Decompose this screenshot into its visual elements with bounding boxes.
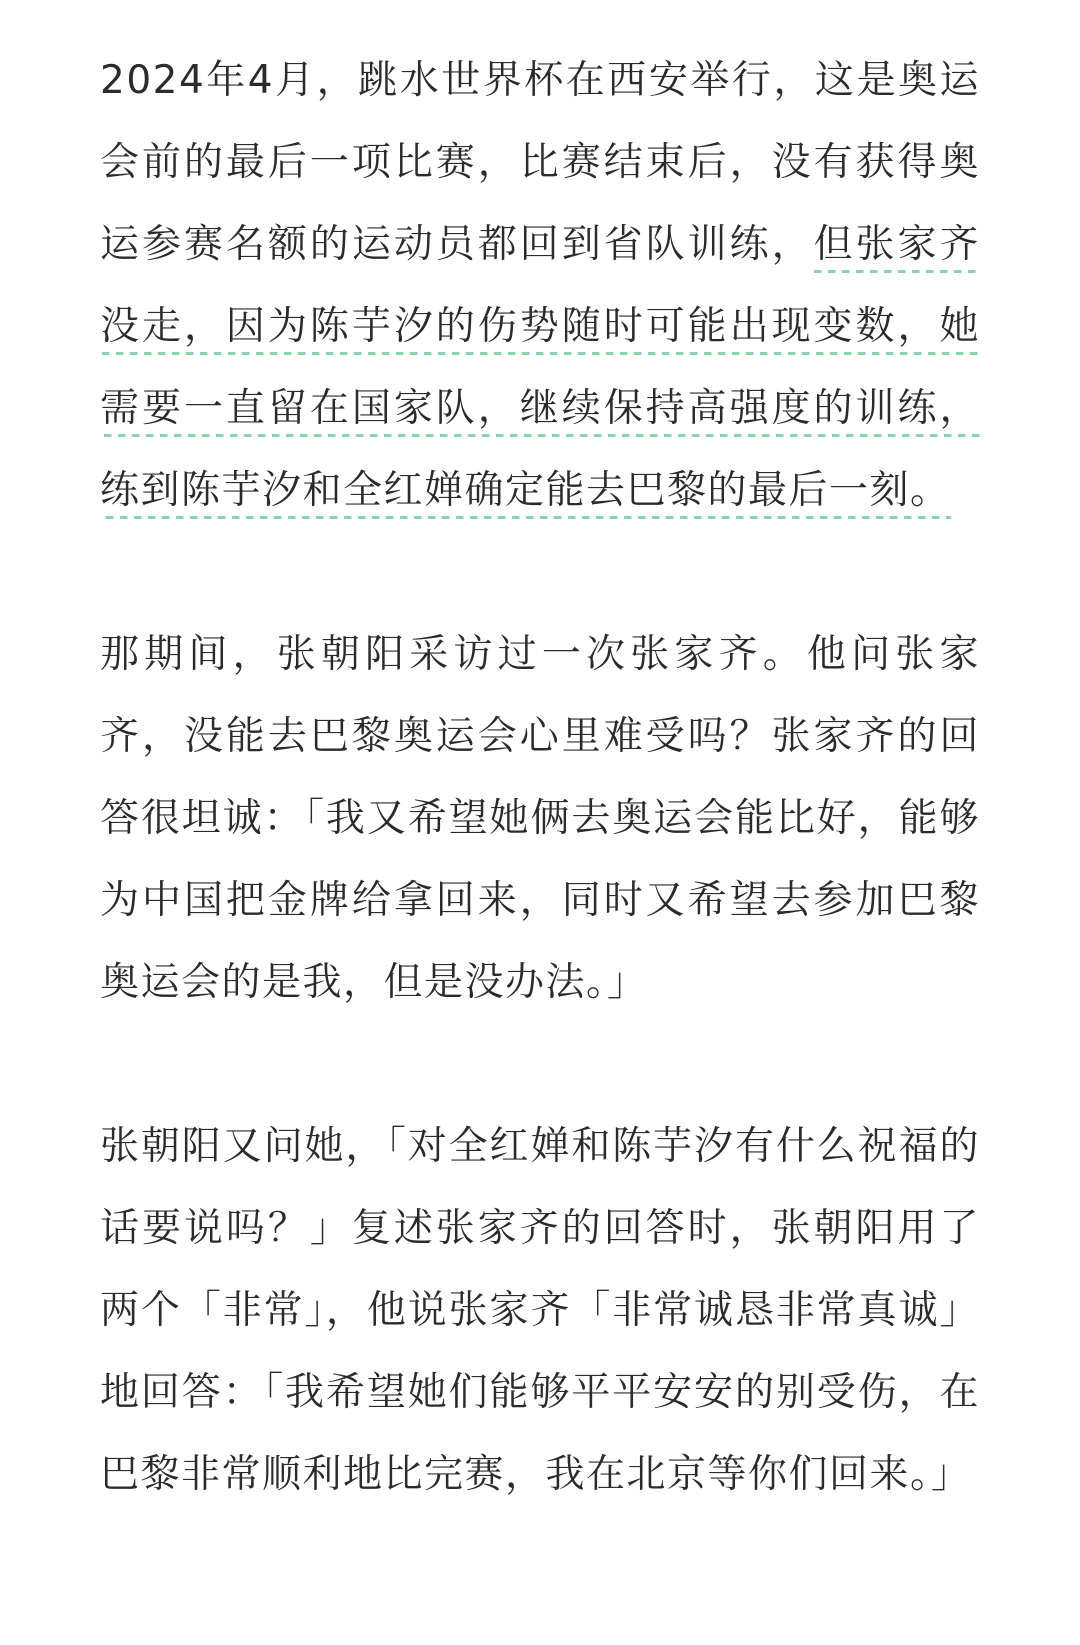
paragraph-2-text: 那期间，张朝阳采访过一次张家齐。他问张家齐，没能去巴黎奥运会心里难受吗？张家齐的回答很坦诚：「我又希望她俩去奥运会能比好，能够为中国把金牌给拿回来，同时又希望去参加巴黎奥运会的是我，但是没办法。」 (100, 632, 980, 1005)
paragraph-1-text: 2024年4月，跳水世界杯在西安举行，这是奥运会前的最后一项比赛，比赛结束后，没有获得奥运参赛名额的运动员都回到省队训练， (100, 58, 980, 267)
paragraph-1 (100, 40, 980, 532)
paragraph-2 (100, 614, 980, 1024)
paragraph-3 (100, 1106, 980, 1516)
article-body (100, 40, 980, 1516)
paragraph-3-text: 张朝阳又问她，「对全红婵和陈芋汐有什么祝福的话要说吗？」复述张家齐的回答时，张朝阳用了两个「非常」，他说张家齐「非常诚恳非常真诚」地回答：「我希望她们能够平平安安的别受伤，在巴黎非常顺利地比完赛，我在北京等你们回来。」 (100, 1124, 980, 1497)
highlighted-text[interactable]: 但张家齐没走，因为陈芋汐的伤势随时可能出现变数，她需要一直留在国家队，继续保持高强度的训练，练到陈芋汐和全红婵确定能去巴黎的最后一刻。 (100, 222, 980, 519)
